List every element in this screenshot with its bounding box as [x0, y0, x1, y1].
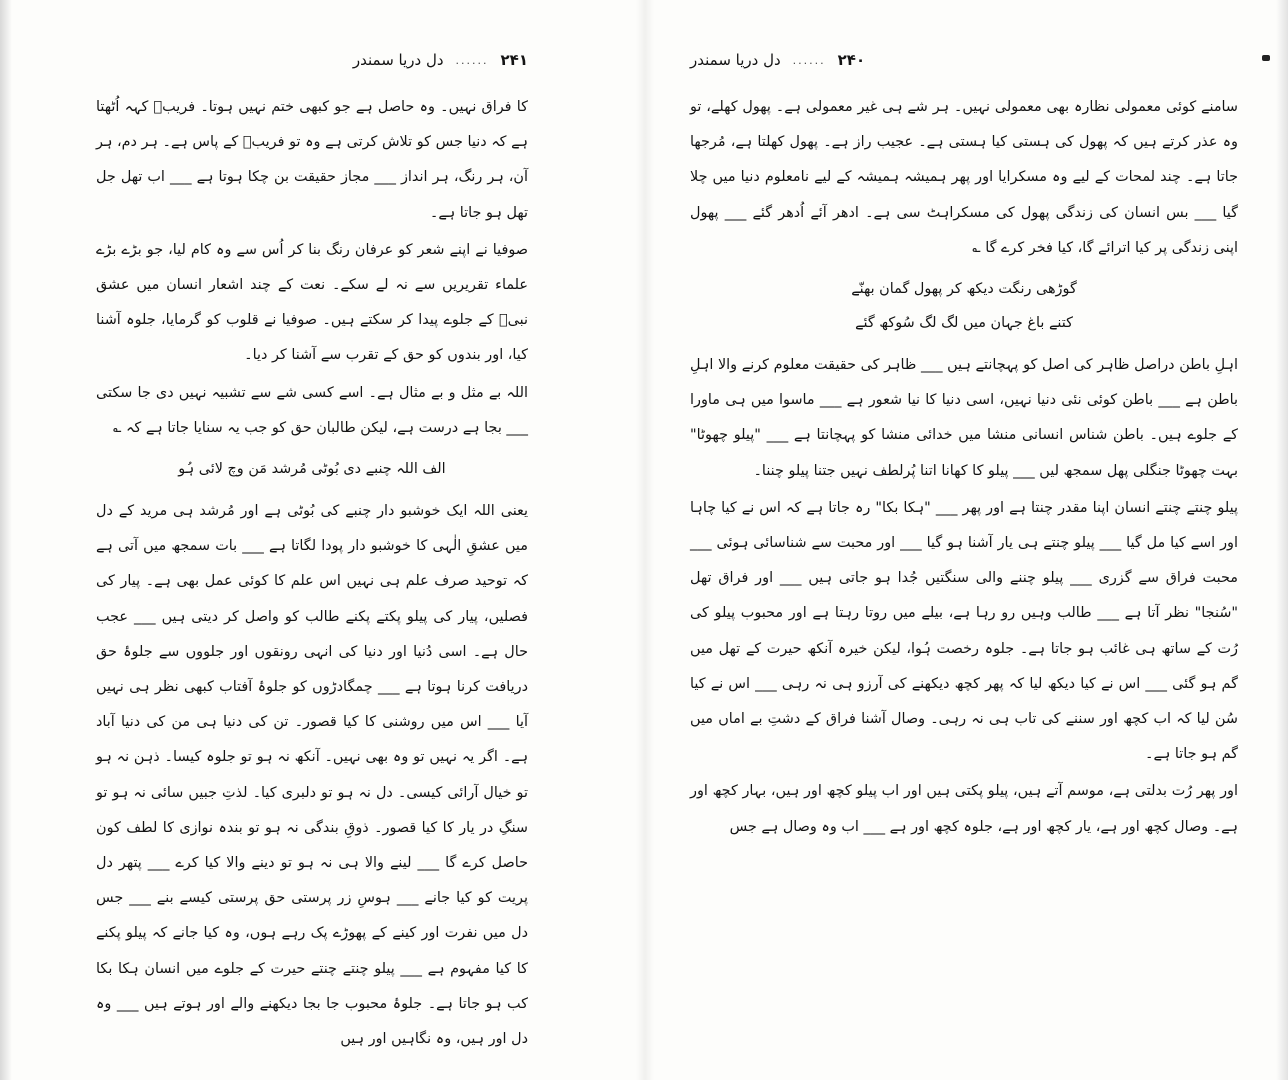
page-body-right: [690, 90, 1238, 845]
paragraph: اللہ بے مثل و بے مثال ہے۔ اسے کسی شے سے تشبیہ نہیں دی جا سکتی ___ بجا ہے درست ہے، لیکن طالبان حق کو جب یہ سنایا جاتا ہے کہ ؎: [96, 384, 528, 436]
running-head-left: [88, 48, 528, 72]
page-number: ۲۴۰: [837, 51, 866, 69]
page-edge-left: [0, 0, 12, 1080]
paragraph: صوفیا نے اپنے شعر کو عرفان رنگ بنا کر اُس سے وہ کام لیا، جو بڑے بڑے علماء تقریریں سے نہ لے سکے۔ نعت کے چند اشعار انسان میں عشق نبیؐ کے جلوے پیدا کر سکتے ہیں۔ صوفیا نے قلوب کو گرمایا، جلوہ آشنا کیا، اور بندوں کو حق کے تقرب سے آشنا کر دیا۔: [96, 241, 528, 364]
page-body-left: [96, 90, 528, 1057]
running-head-dots: ......: [792, 53, 826, 67]
scan-mark: [1262, 55, 1270, 61]
right-page: [690, 48, 1238, 1060]
running-head-title: دل دریا سمندر: [352, 51, 444, 69]
page-edge-right: [1276, 0, 1288, 1080]
book-spine: [636, 0, 654, 1080]
verse-line: گوڑھی رنگت دیکھ کر پھول گمان بھنّے: [851, 281, 1077, 298]
paragraph: سامنے کوئی معمولی نظارہ بھی معمولی نہیں۔ ہر شے ہی غیر معمولی ہے۔ پھول کھلے، تو وہ عذر کرتے ہیں کہ پھول کی ہستی کیا ہستی ہے۔ عجیب راز ہے۔ پھول کھلتا ہے، مُرجھا جاتا ہے۔ چند لمحات کے لیے وہ مسکرایا اور پھر ہمیشہ ہمیشہ کے لیے نامعلوم دنیا میں چلا گیا ___ بس انسان کی زندگی پھول کی مسکراہٹ سی ہے۔ ادھر آئے اُدھر گئے ___ پھول اپنی زندگی پر کیا اترائے گا، کیا فخر کرے گا ؎: [690, 99, 1238, 256]
paragraph: کا فراق نہیں۔ وہ حاصل ہے جو کبھی ختم نہیں ہوتا۔ فریبؔ کہہ اُٹھتا ہے کہ دنیا جس کو تلاش کرتی ہے وہ تو فریبؔ کے پاس ہے۔ ہر دم، ہر آن، ہر رنگ، ہر انداز ___ مجاز حقیقت بن چکا ہوتا ہے ___ اب تھل جل تھل ہو جاتا ہے۔: [96, 99, 528, 221]
left-page: [96, 48, 528, 1060]
paragraph: پیلو چنتے چنتے انسان اپنا مقدر چنتا ہے اور پھر ___ "ہکا بکا" رہ جاتا ہے کہ اس نے کیا چاہا اور اسے کیا مل گیا ___ پیلو چنتے ہی یار آشنا ہو گیا ___ اور محبت سے شناسائی ہوئی ___ محبت فراق سے گزری ___ پیلو چننے والی سنگتیں جُدا ہو جاتی ہیں ___ اور فراق تھل "سُنجا" نظر آتا ہے ___ طالب وہیں رو رہا ہے، بیلے میں روتا رہتا ہے اور محبوب پیلو کی رُت کے ساتھ ہی غائب ہو جاتا ہے۔ جلوہ رخصت ہُوا، لیکن خیرہ آنکھ حیرت کے تھل میں گم ہو گئی ___ اس نے کیا دیکھ لیا کہ پھر کچھ دیکھنے کی آرزو ہی نہ رہی ___ اس نے کیا سُن لیا کہ اب کچھ اور سننے کی تاب ہی نہ رہی۔ وصال آشنا فراق کے دشتِ بے اماں میں گم ہو جاتا ہے۔: [690, 499, 1238, 763]
verse-couplet: [96, 452, 528, 486]
running-head-right: [690, 48, 1232, 72]
verse-line: کتنے باغ جہان میں لگ لگ سُوکھ گئے: [855, 315, 1073, 332]
paragraph: اہلِ باطن دراصل ظاہر کی اصل کو پہچانتے ہیں ___ ظاہر کی حقیقت معلوم کرنے والا اہلِ باطن ہے ___ باطن کوئی نئی دنیا نہیں، اسی دنیا کا نیا شعور ہے ___ ماسوا میں ہی ماورا کے جلوے ہیں۔ باطن شناس انسانی منشا میں خدائی منشا کو پہچانتا ہے ___ "پیلو چھوٹا" بہت چھوٹا جنگلی پھل سمجھ لیں ___ پیلو کا کھانا اتنا پُرلطف نہیں جتنا پیلو چننا۔: [690, 357, 1238, 479]
running-head-dots: ......: [455, 53, 489, 67]
verse-line: الف اللہ چنبے دی بُوٹی مُرشد مَن وچ لائی ہُو: [178, 461, 446, 478]
paragraph: یعنی اللہ ایک خوشبو دار چنبے کی بُوٹی ہے اور مُرشد ہی مرید کے دل میں عشقِ الٰہی کا خوشبو دار پودا لگاتا ہے ___ بات سمجھ میں آتی ہے کہ توحید صرف علم ہی نہیں اس علم کا کوئی عمل بھی ہے۔ پیار کی فصلیں، پیار کی پیلو پکتے پکنے طالب کو واصل کر دیتی ہیں ___ عجب حال ہے۔ اسی دُنیا اور دنیا کی انہی رونقوں اور جلووں سے جلوۂ حق دریافت کرنا ہوتا ہے ___ چمگادڑوں کو جلوۂ آفتاب کبھی نظر ہی نہیں آیا ___ اس میں روشنی کا کیا قصور۔ تن کی دنیا ہی من کی دنیا آباد ہے۔ اگر یہ نہیں تو وہ بھی نہیں۔ آنکھ نہ ہو تو جلوہ کیسا۔ ذہن نہ ہو تو خیال آرائی کیسی۔ دل نہ ہو تو دلبری کیا۔ لذتِ جبیں سائی نہ ہو تو سنگِ در یار کا کیا قصور۔ ذوقِ بندگی نہ ہو تو بندہ نوازی کا لطف کون حاصل کرے گا ___ لینے والا ہی نہ ہو تو دینے والا کیا کرے ___ پتھر دل پریت کو کیا جانے ___ ہوسِ زر پرستی حق پرستی کیسے بنے ___ جس دل میں نفرت اور کینے کے پھوڑے پک رہے ہوں، وہ کیا جانے کہ پیلو پکنے کا کیا مفہوم ہے ___ پیلو چنتے چنتے حیرت کے جلوے میں انسان ہکا بکا کب ہو جاتا ہے۔ جلوۂ محبوب جا بجا دیکھنے والے اور ہوتے ہیں ___ وہ دل اور ہیں، وہ نگاہیں اور ہیں: [96, 503, 528, 1048]
verse-couplet: [690, 272, 1238, 340]
paragraph: اور پھر رُت بدلتی ہے، موسم آتے ہیں، پیلو پکتی ہیں اور اب پیلو کچھ اور ہیں، بہار کچھ اور ہے۔ وصال کچھ اور ہے، یار کچھ اور ہے، جلوہ کچھ اور ہے ___ اب وہ وصال ہے جس: [690, 783, 1238, 835]
running-head-title: دل دریا سمندر: [690, 51, 781, 69]
page-number: ۲۴۱: [500, 51, 528, 69]
